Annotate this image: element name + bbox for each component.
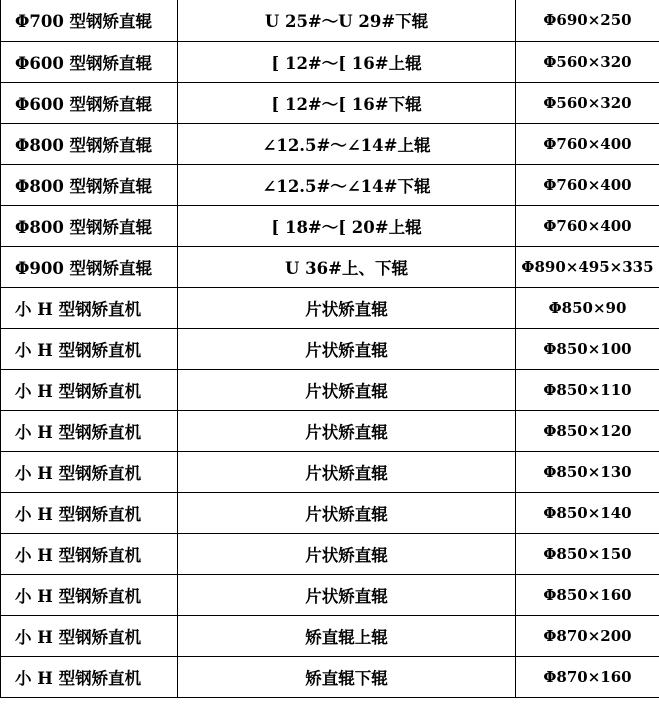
table-row — [1, 615, 659, 656]
model-cell: 小 H 型钢矫直机 — [1, 574, 178, 615]
table-row — [1, 574, 659, 615]
model-cell: 小 H 型钢矫直机 — [1, 492, 178, 533]
table-row — [1, 246, 659, 287]
model-cell: Φ800 型钢矫直辊 — [1, 123, 178, 164]
spec-cell: 片状矫直辊 — [178, 492, 516, 533]
spec-cell: 矫直辊下辊 — [178, 656, 516, 697]
spec-cell: [ 18#～[ 20#上辊 — [178, 205, 516, 246]
size-cell: Φ760×400 — [516, 164, 659, 205]
spec-cell: 片状矫直辊 — [178, 410, 516, 451]
size-cell: Φ850×130 — [516, 451, 659, 492]
spec-cell: [ 12#～[ 16#下辊 — [178, 82, 516, 123]
model-cell: 小 H 型钢矫直机 — [1, 328, 178, 369]
spec-cell: 片状矫直辊 — [178, 369, 516, 410]
table-row — [1, 451, 659, 492]
spec-cell: 矫直辊上辊 — [178, 615, 516, 656]
table-row — [1, 287, 659, 328]
table-row — [1, 492, 659, 533]
table-row — [1, 328, 659, 369]
size-cell: Φ870×160 — [516, 656, 659, 697]
table-row — [1, 205, 659, 246]
model-cell: 小 H 型钢矫直机 — [1, 410, 178, 451]
size-cell: Φ850×90 — [516, 287, 659, 328]
spec-cell: ∠12.5#～∠14#上辊 — [178, 123, 516, 164]
model-cell: Φ800 型钢矫直辊 — [1, 205, 178, 246]
size-cell: Φ850×110 — [516, 369, 659, 410]
spec-cell: 片状矫直辊 — [178, 328, 516, 369]
table-row — [1, 369, 659, 410]
spec-cell: 片状矫直辊 — [178, 533, 516, 574]
size-cell: Φ690×250 — [516, 0, 659, 41]
table-body — [1, 0, 659, 697]
model-cell: Φ900 型钢矫直辊 — [1, 246, 178, 287]
table-row — [1, 164, 659, 205]
spec-cell: 片状矫直辊 — [178, 451, 516, 492]
spec-cell: ∠12.5#～∠14#下辊 — [178, 164, 516, 205]
size-cell: Φ850×120 — [516, 410, 659, 451]
table-row — [1, 0, 659, 41]
size-cell: Φ760×400 — [516, 205, 659, 246]
model-cell: 小 H 型钢矫直机 — [1, 369, 178, 410]
size-cell: Φ870×200 — [516, 615, 659, 656]
model-cell: 小 H 型钢矫直机 — [1, 615, 178, 656]
size-cell: Φ560×320 — [516, 41, 659, 82]
model-cell: 小 H 型钢矫直机 — [1, 451, 178, 492]
model-cell: Φ700 型钢矫直辊 — [1, 0, 178, 41]
size-cell: Φ850×150 — [516, 533, 659, 574]
spec-cell: [ 12#～[ 16#上辊 — [178, 41, 516, 82]
size-cell: Φ850×160 — [516, 574, 659, 615]
spec-cell: 片状矫直辊 — [178, 574, 516, 615]
model-cell: 小 H 型钢矫直机 — [1, 533, 178, 574]
table-row — [1, 656, 659, 697]
size-cell: Φ850×140 — [516, 492, 659, 533]
size-cell: Φ890×495×335 — [516, 246, 659, 287]
model-cell: Φ600 型钢矫直辊 — [1, 82, 178, 123]
table-row — [1, 410, 659, 451]
table-row — [1, 82, 659, 123]
size-cell: Φ560×320 — [516, 82, 659, 123]
spec-cell: U 25#～U 29#下辊 — [178, 0, 516, 41]
table-row — [1, 123, 659, 164]
model-cell: 小 H 型钢矫直机 — [1, 656, 178, 697]
model-cell: 小 H 型钢矫直机 — [1, 287, 178, 328]
size-cell: Φ850×100 — [516, 328, 659, 369]
table-row — [1, 41, 659, 82]
model-cell: Φ800 型钢矫直辊 — [1, 164, 178, 205]
size-cell: Φ760×400 — [516, 123, 659, 164]
model-cell: Φ600 型钢矫直辊 — [1, 41, 178, 82]
table-row — [1, 533, 659, 574]
spec-cell: U 36#上、下辊 — [178, 246, 516, 287]
spec-cell: 片状矫直辊 — [178, 287, 516, 328]
